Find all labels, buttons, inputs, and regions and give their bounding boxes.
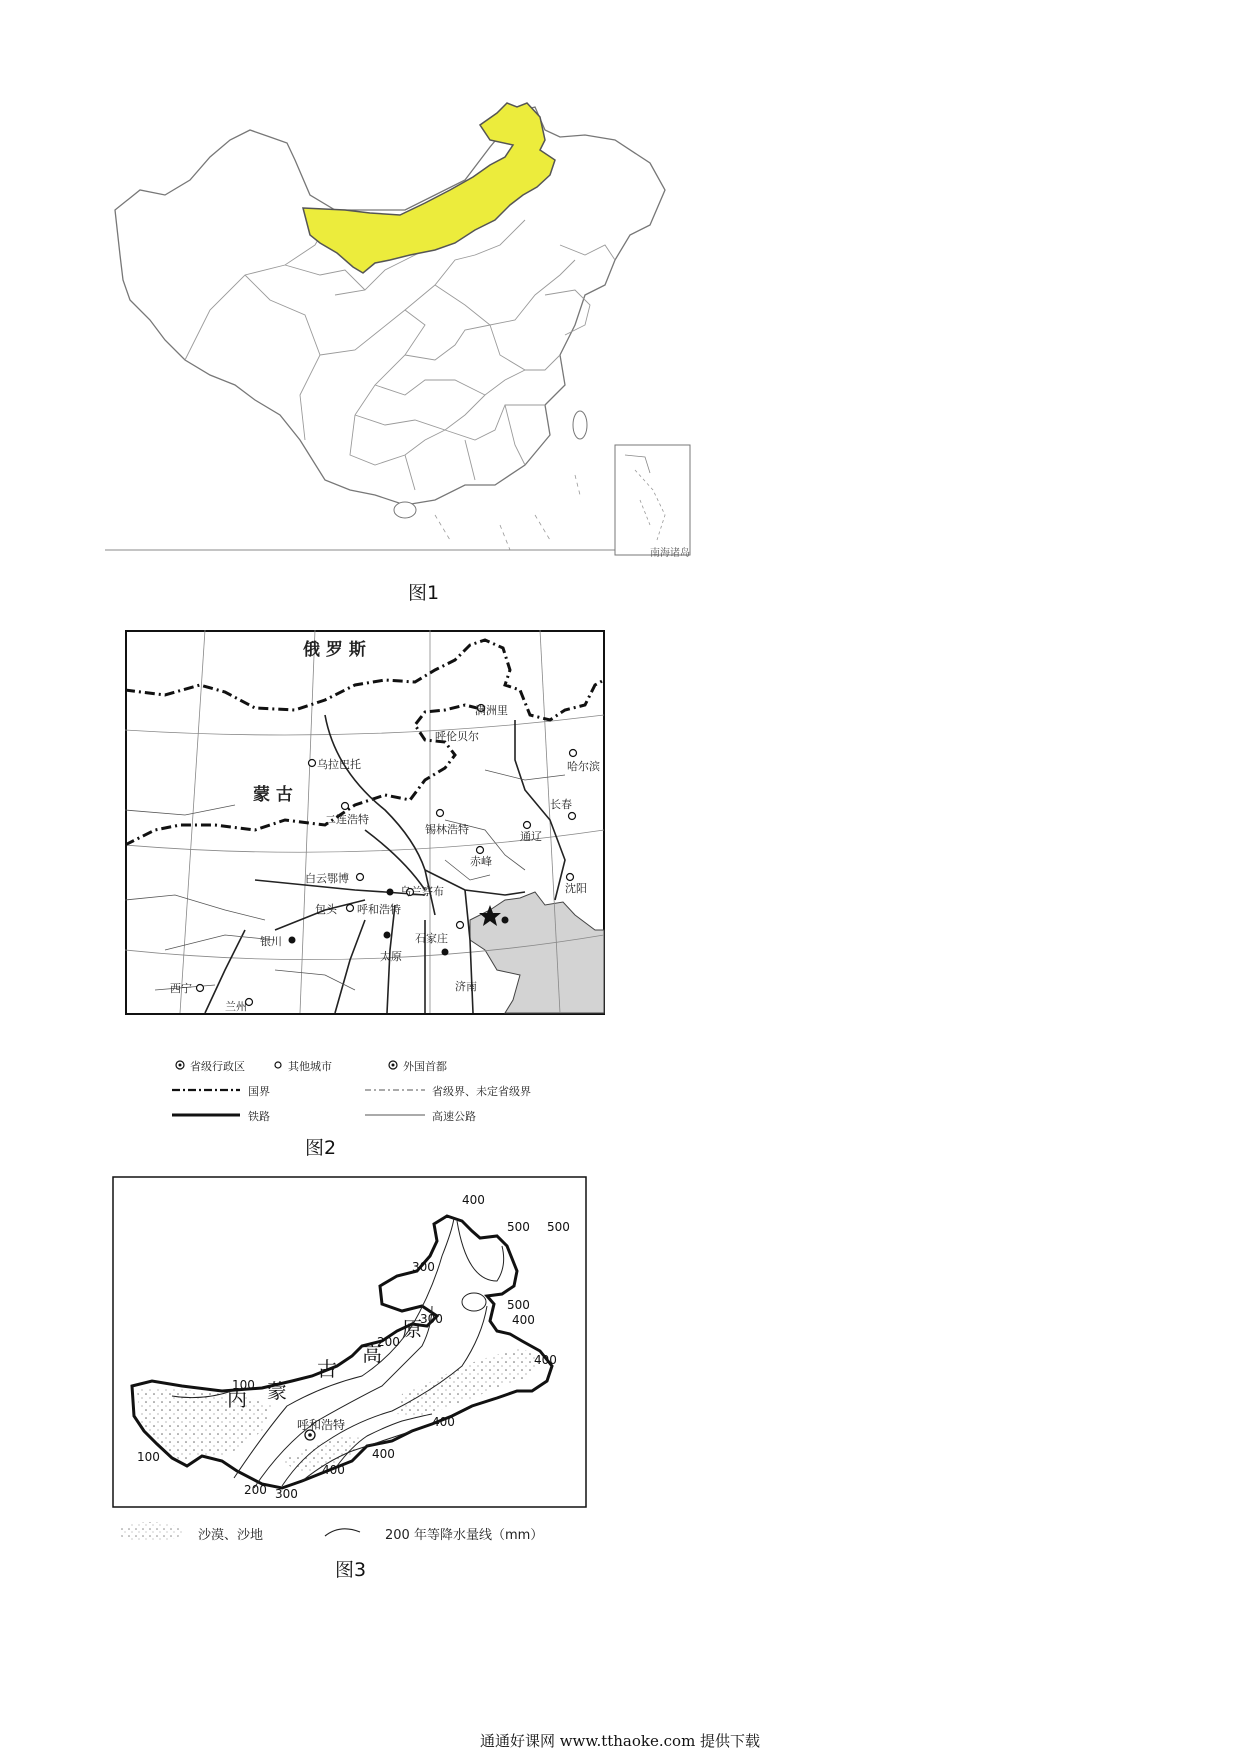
figure2-regional-map <box>125 630 605 1015</box>
isohyet-value: 400 <box>372 1447 395 1461</box>
label-xining: 西宁 <box>170 982 192 995</box>
isohyet-value: 300 <box>420 1312 443 1326</box>
isohyet-value: 400 <box>512 1313 535 1327</box>
figure3-caption: 图3 <box>335 1559 367 1581</box>
legend-desert: 沙漠、沙地 <box>198 1528 264 1543</box>
isohyet-value: 500 <box>547 1220 570 1234</box>
isohyet-value: 200 <box>377 1335 400 1349</box>
label-baiyunebo: 白云鄂博 <box>305 872 349 885</box>
china-outline <box>115 107 665 505</box>
legend-highway: 高速公路 <box>432 1110 476 1123</box>
label-mongolia: 蒙 古 <box>253 785 293 805</box>
label-chifeng: 赤峰 <box>470 855 492 868</box>
legend-foreign-capital: 外国首都 <box>403 1060 447 1073</box>
footer-text: 通通好课网 www.tthaoke.com 提供下载 <box>479 1732 761 1750</box>
isohyet-value: 400 <box>462 1193 485 1207</box>
isohyet-value: 300 <box>412 1260 435 1274</box>
isohyet-value: 400 <box>322 1463 345 1477</box>
south-china-sea-inset <box>615 445 690 555</box>
label-xilinhot: 锡林浩特 <box>425 823 469 836</box>
plateau-char-3: 古 <box>317 1357 337 1381</box>
plateau-char-1: 内 <box>227 1387 247 1411</box>
isohyet-value: 300 <box>275 1487 298 1501</box>
isohyet-value: 400 <box>534 1353 557 1367</box>
legend-other-city: 其他城市 <box>288 1060 332 1073</box>
label-changchun: 长春 <box>550 798 572 811</box>
label-jinan: 济南 <box>455 980 477 993</box>
plateau-char-2: 蒙 <box>267 1379 287 1403</box>
label-lanzhou: 兰州 <box>225 1000 247 1013</box>
isohyet-value: 500 <box>507 1298 530 1312</box>
fig1-inset-label: 南海诸岛 <box>650 548 690 559</box>
label-erlian: 二连浩特 <box>325 813 369 826</box>
isohyet-value: 400 <box>432 1415 455 1429</box>
figure3-precipitation-map <box>112 1176 587 1508</box>
label-manzhouli: 满洲里 <box>475 704 508 717</box>
label-taiyuan: 太原 <box>380 950 402 963</box>
legend-provincial-capital: 省级行政区 <box>190 1060 245 1073</box>
label-hulunbuir: 呼伦贝尔 <box>435 730 479 743</box>
figure1-caption: 图1 <box>408 582 440 604</box>
figure1-china-map <box>105 95 705 565</box>
label-baotou: 包头 <box>315 903 337 916</box>
label-russia: 俄 罗 斯 <box>303 640 366 660</box>
label-wulanchabu: 乌兰察布 <box>400 885 444 898</box>
isohyet-value: 500 <box>507 1220 530 1234</box>
label-harbin: 哈尔滨 <box>567 760 600 773</box>
plateau-char-4: 高 <box>362 1342 382 1366</box>
label-tongliao: 通辽 <box>520 830 542 843</box>
isohyet-value: 200 <box>244 1483 267 1497</box>
legend-railway: 铁路 <box>248 1110 270 1123</box>
legend-national-border: 国界 <box>248 1085 270 1098</box>
label-shenyang: 沈阳 <box>565 882 587 895</box>
legend-isohyet: 200 年等降水量线（mm） <box>385 1528 544 1543</box>
label-yinchuan: 银川 <box>260 935 282 948</box>
legend-provincial-border: 省级界、未定省级界 <box>432 1085 531 1098</box>
label-shijiazhuang: 石家庄 <box>415 932 448 945</box>
figure2-caption: 图2 <box>305 1137 337 1159</box>
isohyet-value: 100 <box>232 1378 255 1392</box>
label-hohhot-fig3: 呼和浩特 <box>297 1418 346 1432</box>
label-hohhot: 呼和浩特 <box>357 903 401 916</box>
plateau-char-5: 原 <box>402 1317 422 1341</box>
label-ulaanbaatar: 乌拉巴托 <box>317 758 361 771</box>
isohyet-value: 100 <box>137 1450 160 1464</box>
